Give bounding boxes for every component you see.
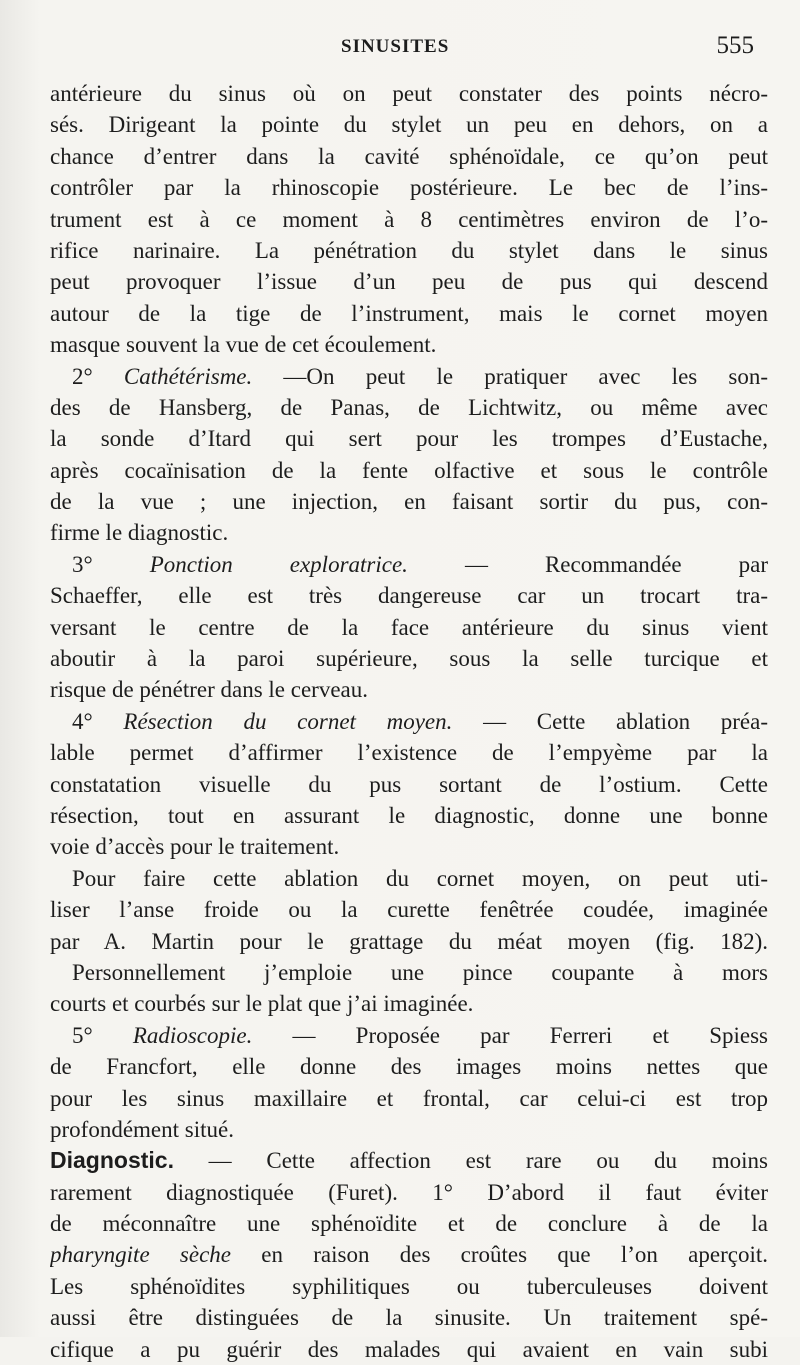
line-text: peut provoquer l’issue d’un peu de pus qui descend — [50, 269, 768, 295]
text-line — [50, 392, 768, 423]
line-text: constatation visuelle du pus sortant de l’ostium. Cette — [50, 771, 768, 797]
line-text: voie d’accès pour le traitement. — [50, 834, 340, 860]
text-line — [50, 1239, 768, 1270]
line-text: rifice narinaire. La pénétration du stylet dans le sinus — [50, 237, 768, 263]
line-text: cifique a pu guérir des malades qui avaient en vain subi — [50, 1336, 768, 1362]
line-text: courts et courbés sur le plat que j’ai imaginée. — [50, 991, 474, 1017]
text-line — [50, 1271, 768, 1302]
running-title: SINUSITES — [341, 36, 450, 57]
text-line — [50, 769, 768, 800]
line-text: — Proposée par Ferreri et Spiess — [252, 1022, 768, 1048]
text-line — [50, 361, 768, 392]
text-line — [50, 643, 768, 674]
line-text: profondément situé. — [50, 1116, 234, 1142]
text-line — [50, 1020, 768, 1051]
list-number: 4° — [72, 708, 124, 734]
line-text: — Cette affection est rare ou du moins — [173, 1148, 768, 1174]
italic-term: pharyngite sèche — [50, 1242, 231, 1268]
line-text: aussi être distinguées de la sinusite. Un traitement spé- — [50, 1305, 768, 1331]
text-line — [50, 172, 768, 203]
line-text: résection, tout en assurant le diagnostic, donne une bonne — [50, 802, 768, 828]
line-text: — Cette ablation préa- — [452, 708, 768, 734]
text-line — [50, 926, 768, 957]
text-line — [50, 580, 768, 611]
text-line — [50, 1177, 768, 1208]
line-text: aboutir à la paroi supérieure, sous la selle turcique et — [50, 646, 768, 672]
text-line — [50, 800, 768, 831]
text-line — [50, 1145, 768, 1176]
line-text: contrôler par la rhinoscopie postérieure. Le bec de l’ins- — [50, 175, 768, 201]
text-line — [50, 329, 768, 360]
text-line — [50, 894, 768, 925]
line-text: la sonde d’Itard qui sert pour les trompes d’Eustache, — [50, 426, 768, 452]
line-text: par A. Martin pour le grattage du méat moyen (fig. 182). — [50, 928, 768, 954]
text-line — [50, 1208, 768, 1239]
text-line — [50, 266, 768, 297]
text-line — [50, 517, 768, 548]
line-text: masque souvent la vue de cet écoulement. — [50, 332, 437, 358]
text-line — [50, 988, 768, 1019]
text-line — [50, 863, 768, 894]
line-text: Les sphénoïdites syphilitiques ou tuberculeuses doivent — [50, 1273, 768, 1299]
italic-term: Cathétérisme. — [123, 363, 253, 389]
line-text: trument est à ce moment à 8 centimètres environ de l’o- — [50, 206, 768, 232]
line-text: risque de pénétrer dans le cerveau. — [50, 677, 369, 703]
text-line — [50, 78, 768, 109]
line-text: Pour faire cette ablation du cornet moyen, on peut uti- — [72, 865, 768, 891]
line-text: rarement diagnostiquée (Furet). 1° D’abord il faut éviter — [50, 1179, 768, 1205]
list-number: 5° — [72, 1022, 133, 1048]
list-number: 3° — [72, 551, 150, 577]
line-text: des de Hansberg, de Panas, de Lichtwitz, ou même avec — [50, 394, 768, 420]
text-line — [50, 455, 768, 486]
text-line — [50, 486, 768, 517]
text-line — [50, 957, 768, 988]
running-head — [0, 32, 800, 66]
line-text: liser l’anse froide ou la curette fenêtrée coudée, imaginée — [50, 897, 768, 923]
text-line — [50, 1083, 768, 1114]
line-text: antérieure du sinus où on peut constater des points nécro- — [50, 81, 768, 106]
line-text: versant le centre de la face antérieure du sinus vient — [50, 614, 768, 640]
page-number: 555 — [716, 32, 754, 59]
text-line — [50, 1302, 768, 1333]
text-line — [50, 1114, 768, 1145]
text-line — [50, 706, 768, 737]
line-text: après cocaïnisation de la fente olfactive et sous le contrôle — [50, 457, 768, 483]
text-line — [50, 141, 768, 172]
line-text: sés. Dirigeant la pointe du stylet un peu en dehors, on a — [50, 112, 768, 138]
text-line — [50, 109, 768, 140]
line-text: pour les sinus maxillaire et frontal, car celui-ci est trop — [50, 1085, 768, 1111]
line-text: Personnellement j’emploie une pince coupante à mors — [72, 959, 768, 985]
text-line — [50, 612, 768, 643]
text-line — [50, 1334, 768, 1365]
line-text: —On peut le pratiquer avec les son- — [252, 363, 768, 389]
text-line — [50, 674, 768, 705]
line-text: autour de la tige de l’instrument, mais le cornet moyen — [50, 300, 768, 326]
line-text: de la vue ; une injection, en faisant sortir du pus, con- — [50, 489, 768, 515]
text-line — [50, 831, 768, 862]
line-text: firme le diagnostic. — [50, 520, 229, 546]
text-line — [50, 737, 768, 768]
line-text: chance d’entrer dans la cavité sphénoïdale, ce qu’on peut — [50, 143, 768, 169]
text-line — [50, 235, 768, 266]
italic-term: Radioscopie. — [132, 1022, 253, 1048]
text-line — [50, 423, 768, 454]
line-text: lable permet d’affirmer l’existence de l’empyème par la — [50, 740, 768, 766]
text-line — [50, 1051, 768, 1082]
italic-term: Ponction exploratrice. — [149, 551, 408, 577]
text-line — [50, 298, 768, 329]
line-text: de méconnaître une sphénoïdite et de conclure à de la — [50, 1211, 768, 1237]
line-text: Schaeffer, elle est très dangereuse car un trocart tra- — [50, 583, 768, 609]
line-text: — Recommandée par — [407, 551, 768, 577]
italic-term: Résection du cornet moyen. — [123, 708, 453, 734]
section-heading: Diagnostic. — [50, 1147, 174, 1174]
text-line — [50, 204, 768, 235]
body-text — [50, 78, 768, 1365]
line-text: en raison des croûtes que l’on aperçoit. — [231, 1242, 768, 1268]
text-line — [50, 549, 768, 580]
list-number: 2° — [72, 363, 124, 389]
line-text: de Francfort, elle donne des images moins nettes que — [50, 1054, 768, 1080]
